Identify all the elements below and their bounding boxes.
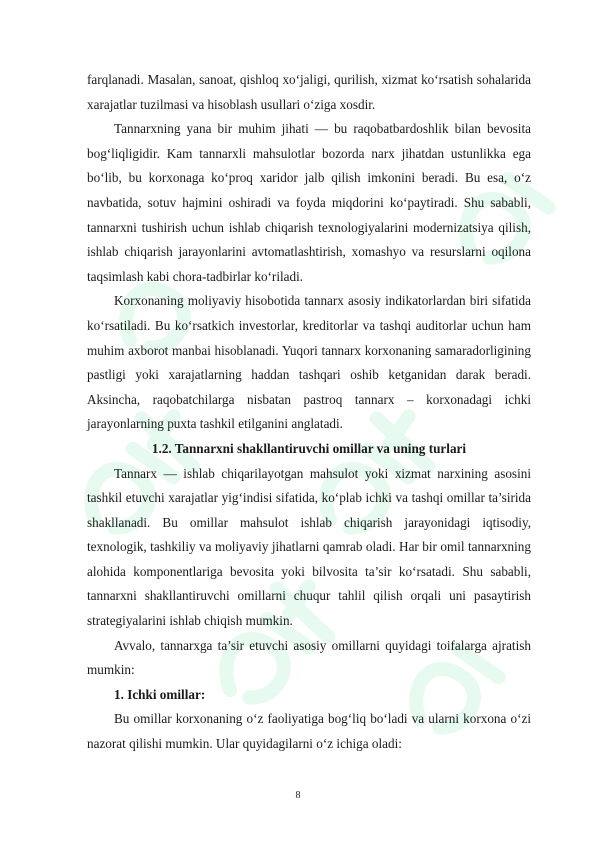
paragraph: farqlanadi. Masalan, sanoat, qishloq xo‘jaligi, qurilish, xizmat ko‘rsatish sohalarida xarajatlar tuzilmasi va hisoblash usullari o‘ziga xosdir. — [87, 72, 531, 112]
paragraph: Avvalo, tannarxga ta’sir etuvchi asosiy omillarni quyidagi toifalarga ajratish mumkin: — [87, 637, 531, 678]
paragraph: Tannarx — ishlab chiqarilayotgan mahsulot yoki xizmat narxining asosini tashkil etuvchi xarajatlar yig‘indisi sifatida, ko‘plab ichki va tashqi omillar ta’sirida shakllanadi. Bu omillar mahsulot ishlab chiqarish jarayonidagi iqtisodiy, texnologik, tashkiliy va moliyaviy jihatlarni qamrab oladi. Har bir omil tannarxning alohida komponentlariga bevosita yoki bilvosita ta’sir ko‘rsatadi. Shu sababli, tannarxni shakllantiruvchi omillarni chuqur tahlil qilish orqali uni pasaytirish strategiyalarini ishlab chiqish mumkin. — [87, 465, 531, 629]
paragraph: Korxonaning moliyaviy hisobotida tannarx asosiy indikatorlardan biri sifatida ko‘rsatiladi. Bu ko‘rsatkich investorlar, kreditorlar va tashqi auditorlar uchun ham muhim axborot manbai hisoblanadi. Yuqori tannarx korxonaning samaradorligining pastligi yoki xarajatlarning haddan tashqari oshib ketganidan darak beradi. Aksincha, raqobatchilarga nisbatan pastroq tannarx – korxonadagi ichki jarayonlarning puxta tashkil etilganini anglatadi. — [87, 293, 531, 432]
document-body — [87, 68, 531, 757]
paragraph: Bu omillar korxonaning o‘z faoliyatiga bog‘liq bo‘ladi va ularni korxona o‘zi nazorat qilishi mumkin. Ular quyidagilarni o‘z ichiga oladi: — [87, 711, 531, 752]
section-heading: 1.2. Tannarxni shakllantiruvchi omillar va uning turlari — [151, 440, 467, 456]
page-number: 8 — [295, 790, 301, 801]
subheading: 1. Ichki omillar: — [114, 686, 206, 702]
paragraph: Tannarxning yana bir muhim jihati — bu raqobatbardoshlik bilan bevosita bog‘liqligidir. Kam tannarxli mahsulotlar bozorda narx jihatdan ustunlikka ega bo‘lib, bu korxonaga ko‘proq xaridor jalb qilish imkonini beradi. Bu esa, o‘z navbatida, sotuv hajmini oshiradi va foyda miqdorini ko‘paytiradi. Shu sababli, tannarxni tushirish uchun ishlab chiqarish texnologiyalarini modernizatsiya qilish, ishlab chiqarish jarayonlarini avtomatlashtirish, xomashyo va resurslarni oqilona taqsimlash kabi chora-tadbirlar ko‘riladi. — [87, 121, 531, 284]
